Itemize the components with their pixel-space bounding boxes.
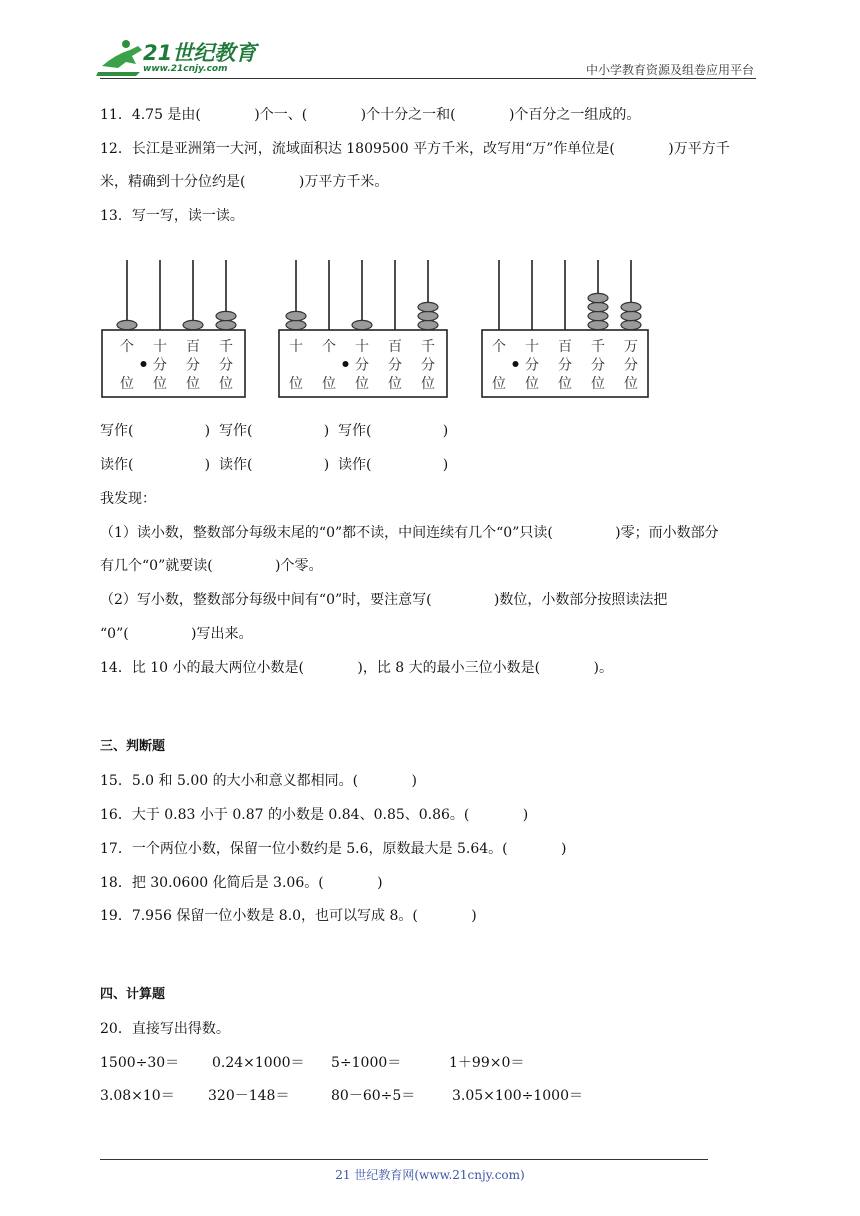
discover-2-line2: “0”( )写出来。 — [100, 626, 253, 642]
abacus-bead — [588, 311, 608, 320]
abacus-bead — [588, 293, 608, 302]
abacus-label: 十 — [525, 339, 539, 355]
logo-url: www.21cnjy.com — [143, 64, 228, 74]
abacus-label: 分 — [186, 357, 200, 374]
calc-1-3: 5÷1000＝ — [331, 1055, 402, 1071]
footer-divider — [100, 1159, 708, 1160]
decimal-point-dot — [141, 361, 147, 367]
decimal-point-dot — [513, 361, 519, 367]
write-row: 写作( ) 写作( ) 写作( ) — [100, 423, 449, 439]
section-4-title: 四、计算题 — [100, 987, 166, 1002]
question-17: 17．一个两位小数，保留一位小数约是 5.6，原数最大是 5.64。( ) — [100, 841, 567, 857]
abacus-label: 分 — [153, 357, 167, 374]
abacus-label: 位 — [355, 376, 369, 392]
abacus-bead — [216, 320, 236, 329]
abacus-label: 百 — [558, 339, 572, 355]
discover-2-line1: （2）写小数，整数部分每级中间有“0”时，要注意写( )数位，小数部分按照读法把 — [100, 592, 668, 608]
abacus-label: 个 — [492, 339, 506, 355]
question-11: 11．4.75 是由( )个一、( )个十分之一和( )个百分之一组成的。 — [100, 107, 641, 123]
abacus-bead — [183, 320, 203, 329]
calc-1-1: 1500÷30＝ — [100, 1055, 180, 1071]
abacus-label: 位 — [322, 376, 336, 392]
question-19: 19．7.956 保留一位小数是 8.0，也可以写成 8。( ) — [100, 908, 477, 924]
header-divider — [100, 78, 756, 79]
question-12-line1: 12．长江是亚洲第一大河，流域面积达 1809500 平方千米，改写用“万”作单位是( )万平方千 — [100, 141, 730, 157]
abacus-bead — [418, 302, 438, 311]
abacus-label: 位 — [289, 376, 303, 392]
abacus-bead — [352, 320, 372, 329]
abacus-label: 分 — [624, 357, 638, 374]
abacus-label: 位 — [558, 376, 572, 392]
question-20: 20．直接写出得数。 — [100, 1021, 230, 1037]
abacus-label: 千 — [219, 339, 233, 355]
question-15: 15．5.0 和 5.00 的大小和意义都相同。( ) — [100, 773, 417, 789]
question-14: 14．比 10 小的最大两位小数是( )，比 8 大的最小三位小数是( )。 — [100, 660, 613, 676]
abacus-label: 位 — [624, 376, 638, 392]
calc-2-4: 3.05×100÷1000＝ — [452, 1088, 583, 1104]
footer-text: 21 世纪教育网(www.21cnjy.com) — [335, 1168, 525, 1182]
abacus-bead — [286, 311, 306, 320]
discover-label: 我发现： — [100, 491, 156, 507]
calc-1-2: 0.24×1000＝ — [212, 1055, 305, 1071]
platform-title: 中小学教育资源及组卷应用平台 — [585, 63, 754, 77]
logo-text: 21世纪教育 — [143, 41, 257, 65]
decimal-point-dot — [343, 361, 349, 367]
abacus-label: 分 — [219, 357, 233, 374]
abacus-label: 个 — [322, 339, 336, 355]
abacus-label: 位 — [591, 376, 605, 392]
question-16: 16．大于 0.83 小于 0.87 的小数是 0.84、0.85、0.86。( ) — [100, 807, 529, 823]
question-18: 18．把 30.0600 化简后是 3.06。( ) — [100, 875, 383, 891]
abacus-bead — [588, 302, 608, 311]
abacus-label: 位 — [525, 376, 539, 392]
abacus-figures — [0, 250, 860, 405]
abacus-label: 位 — [388, 376, 402, 392]
abacus-label: 位 — [120, 376, 134, 392]
abacus-bead — [418, 320, 438, 329]
abacus-label: 个 — [120, 339, 134, 355]
read-row: 读作( ) 读作( ) 读作( ) — [100, 457, 449, 473]
abacus-label: 分 — [355, 357, 369, 374]
section-3-title: 三、判断题 — [100, 739, 166, 754]
abacus-bead — [621, 311, 641, 320]
abacus-bead — [286, 320, 306, 329]
abacus-label: 千 — [591, 339, 605, 355]
abacus-label: 百 — [186, 339, 200, 355]
abacus-label: 位 — [421, 376, 435, 392]
discover-1-line1: （1）读小数，整数部分每级末尾的“0”都不读，中间连续有几个“0”只读( )零；而小数部分 — [100, 525, 719, 541]
calc-2-2: 320－148＝ — [208, 1088, 290, 1104]
abacus-label: 位 — [186, 376, 200, 392]
abacus-label: 万 — [624, 339, 638, 355]
question-12-line2: 米，精确到十分位约是( )万平方千米。 — [100, 174, 389, 190]
question-13: 13．写一写，读一读。 — [100, 208, 244, 224]
calc-2-3: 80－60÷5＝ — [331, 1088, 416, 1104]
abacus-label: 分 — [388, 357, 402, 374]
abacus-bead — [418, 311, 438, 320]
abacus-label: 十 — [289, 339, 303, 355]
abacus-label: 百 — [388, 339, 402, 355]
abacus-label: 分 — [558, 357, 572, 374]
abacus-bead — [588, 320, 608, 329]
abacus-label: 位 — [492, 376, 506, 392]
abacus-label: 分 — [591, 357, 605, 374]
calc-2-1: 3.08×10＝ — [100, 1088, 175, 1104]
abacus-label: 位 — [219, 376, 233, 392]
calc-1-4: 1＋99×0＝ — [449, 1055, 525, 1071]
abacus-label: 千 — [421, 339, 435, 355]
abacus-bead — [621, 302, 641, 311]
abacus-bead — [621, 320, 641, 329]
abacus-label: 分 — [421, 357, 435, 374]
abacus-label: 位 — [153, 376, 167, 392]
abacus-label: 十 — [355, 339, 369, 355]
abacus-label: 分 — [525, 357, 539, 374]
discover-1-line2: 有几个“0”就要读( )个零。 — [100, 558, 323, 574]
abacus-bead — [216, 311, 236, 320]
abacus-label: 十 — [153, 339, 167, 355]
abacus-bead — [117, 320, 137, 329]
